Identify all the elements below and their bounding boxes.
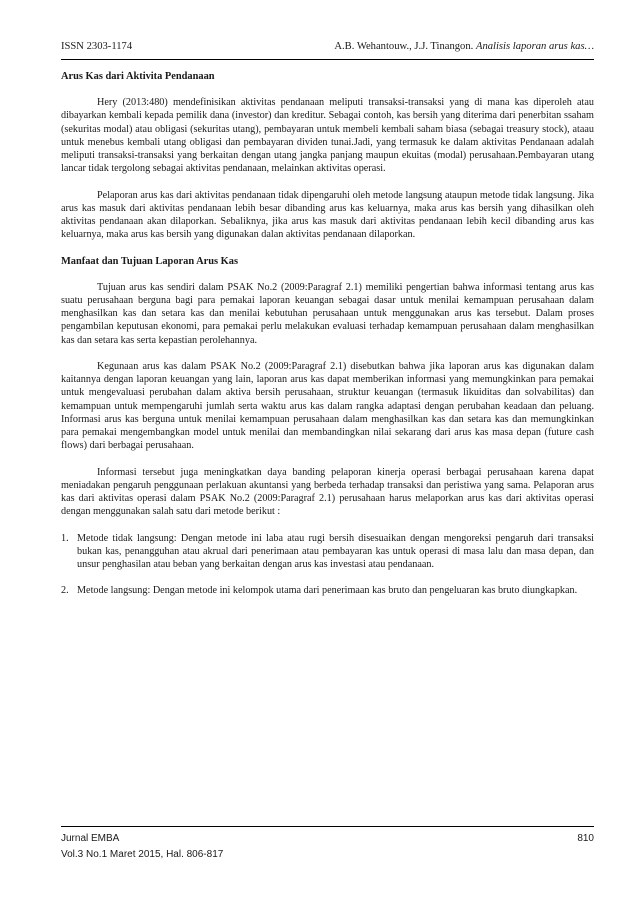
header-citation [334, 40, 594, 54]
journal-name: Jurnal EMBA [61, 833, 120, 844]
section-heading-pendanaan: Arus Kas dari Aktivita Pendanaan [61, 71, 215, 82]
method-list [61, 532, 594, 598]
body-text [61, 70, 594, 611]
header-title: Analisis laporan arus kas… [475, 41, 594, 52]
list-item [61, 532, 594, 572]
footer-rule [61, 826, 594, 827]
paragraph: Pelaporan arus kas dari aktivitas pendanaan tidak dipengaruhi oleh metode langsung ataupun metode tidak langsung. Jika arus kas masuk dari aktivitas pendanaan lebih besar dibanding arus kas keluarnya, maka arus kas bersih yang dihasilkan oleh aktivitas pendanaan akan dilaporkan. Sebaliknya, jika arus kas masuk dari aktivitas pendanaan lebih kecil dibanding arus kas keluarnya, maka arus kas bersih yang digunakan dalan aktivitas pendanaan dilaporkan. [61, 189, 594, 241]
list-text: Metode langsung: Dengan metode ini kelompok utama dari penerimaan kas bruto dan pengeluaran kas bruto diungkapkan. [77, 585, 578, 597]
paragraph: Informasi tersebut juga meningkatkan daya banding pelaporan kinerja operasi berbagai perusahaan karena dapat meniadakan pengaruh penggunaan perlakuan akuntansi yang berbeda terhadap transaksi dan peristiwa yang sama. Pelaporan arus kas dari aktivitas operasi dalam PSAK No.2 (2009:Paragraf 2.1) perusahaan harus melaporkan arus kas dari aktivitas operasi dengan menggunakan salah satu dari metode berikut : [61, 466, 594, 518]
page-number: 810 [577, 833, 594, 844]
paragraph: Tujuan arus kas sendiri dalam PSAK No.2 (2009:Paragraf 2.1) memiliki pengertian bahwa informasi tentang arus kas suatu perusahaan berguna bagi para pemakai laporan keuangan sebagai dasar untuk menilai kemampuan perusahaan dalam menghasilkan kas dan setara kas dan menilai kebutuhan perusahaan untuk menggunakan arus kas tersebut. Dalam proses pengambilan keputusan ekonomi, para pemakai perlu melakukan evaluasi terhadap kemampuan perusahaan dalam menghasilkan kas dan setara kas serta kepastian perolehannya. [61, 281, 594, 346]
paragraph: Hery (2013:480) mendefinisikan aktivitas pendanaan meliputi transaksi-transaksi yang di mana kas diperoleh atau dibayarkan kembali kepada pemilik dana (investor) dan kreditur. Sebagai contoh, kas bersih yang diterima dari penerbitan ssaham (sekuritas modal) atau obligasi (sekuritas utang), pembayaran untuk membeli kembali saham biasa (sebagai treasury stock), ataau untuk menebus kembali utang obligasi dan pembayaran dividen tunai.Jadi, yang termasuk ke dalam aktivitas Pendanaan adalah meliputi transaksi-transaksi yang berkaitan dengan utang jangka panjang maupun ekuitas (modal) perusahaan.Pembayaran utang lancar tidak tergolong sebagai aktivitas pendanaan, melainkan aktivitas operasi. [61, 97, 594, 175]
header-authors: A.B. Wehantouw., J.J. Tinangon. [334, 41, 474, 52]
header-rule [61, 59, 594, 60]
list-item [61, 584, 594, 597]
list-text: Metode tidak langsung: Dengan metode ini laba atau rugi bersih disesuaikan dengan mengoreksi pengaruh dari transaksi bukan kas, penangguhan atau akrual dari penerimaan atau pembayaran kas untuk operasi di masa lalu dan masa depan, dan unsur penghasilan atau beban yang berkaitan dengan arus kas investasi atau pendanaan. [77, 532, 594, 570]
paragraph: Kegunaan arus kas dalam PSAK No.2 (2009:Paragraf 2.1) disebutkan bahwa jika laporan arus kas digunakan dalam kaitannya dengan laporan keuangan yang lain, laporan arus kas dapat memberikan informasi yang memungkinkan para pemakai untuk mengevaluasi perubahan dalam aktiva bersih perusahaan, struktur keuangan (termasuk likuiditas dan solvabilitas) dan kemampuan untuk mempengaruhi jumlah serta waktu arus kas dalam rangka adaptasi dengan perubahan keadaan dan peluang. Informasi arus kas berguna untuk menilai kemampuan perusahaan dalam menghasilkan kas dan setara kas dan memungkinkan para pemakai mengembangkan model untuk menilai dan membandingkan nilai sekarang dari arus kas masa depan (future cash flows) dari berbagai perusahaan. [61, 360, 594, 452]
journal-volume: Vol.3 No.1 Maret 2015, Hal. 806-817 [61, 849, 224, 860]
section-heading-manfaat: Manfaat dan Tujuan Laporan Arus Kas [61, 255, 238, 267]
list-number: 1. [61, 532, 69, 544]
running-footer [61, 831, 594, 863]
list-number: 2. [61, 585, 69, 597]
issn-label: ISSN 2303-1174 [61, 41, 133, 52]
running-header [61, 40, 594, 56]
